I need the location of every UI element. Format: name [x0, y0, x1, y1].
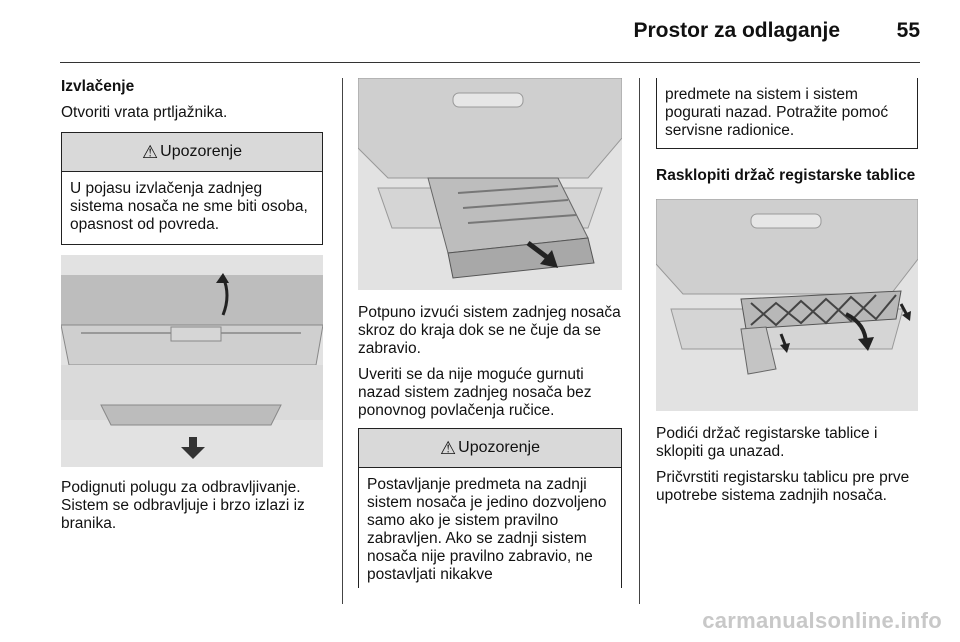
figure-fold-plate-holder	[656, 199, 918, 411]
intro-text: Otvoriti vrata prtljažnika.	[61, 104, 228, 121]
warning-header	[62, 133, 322, 172]
instruction-text: Pričvrstiti registarsku tablicu pre prve upotrebe sistema zadnjih nosača.	[656, 469, 910, 504]
figure-unlock-lever	[61, 255, 323, 467]
column-1	[61, 78, 323, 541]
warning-text: Postavljanje predmeta na zadnji sistem nosača je jedino dozvoljeno samo ako je sistem pravilno zabravljen. Ako se zadnji sistem nosača nije pravilno zabravio, ne postavljati nikakve	[367, 476, 607, 583]
section-heading: Izvlačenje	[61, 78, 135, 95]
column-divider	[342, 78, 343, 604]
section-heading: Rasklopiti držač registarske tablice	[656, 167, 916, 184]
warning-box	[358, 428, 622, 588]
warning-text: predmete na sistem i sistem pogurati nazad. Potražite pomoć servisne radionice.	[665, 86, 889, 139]
warning-header	[359, 429, 621, 468]
header-divider	[60, 62, 920, 63]
instruction-text: Uveriti se da nije moguće gurnuti nazad sistem zadnjeg nosača bez ponovnog povlačenja ručice.	[358, 366, 592, 419]
warning-title: Upozorenje	[458, 439, 540, 456]
instruction-text: Podići držač registarske tablice i sklopiti ga unazad.	[656, 425, 878, 460]
column-3	[656, 78, 918, 513]
warning-triangle-icon: ⚠	[142, 142, 159, 162]
warning-text: U pojasu izvlačenja zadnjeg sistema nosača ne sme biti osoba, opasnost od povreda.	[70, 180, 308, 233]
column-divider	[639, 78, 640, 604]
page-title: Prostor za odlaganje	[633, 19, 840, 42]
figure-caption: Podignuti polugu za odbravljivanje. Sistem se odbravljuje i brzo izlazi iz branika.	[61, 479, 305, 532]
page-number: 55	[896, 19, 920, 42]
instruction-text: Potpuno izvući sistem zadnjeg nosača skroz do kraja dok se ne čuje da se zabravio.	[358, 304, 621, 357]
warning-triangle-icon: ⚠	[440, 438, 457, 458]
column-2	[358, 78, 622, 588]
warning-box	[61, 132, 323, 245]
figure-pull-out-carrier	[358, 78, 622, 290]
watermark: carmanualsonline.info	[702, 608, 942, 633]
warning-box-continued	[656, 78, 918, 149]
warning-title: Upozorenje	[160, 143, 242, 160]
